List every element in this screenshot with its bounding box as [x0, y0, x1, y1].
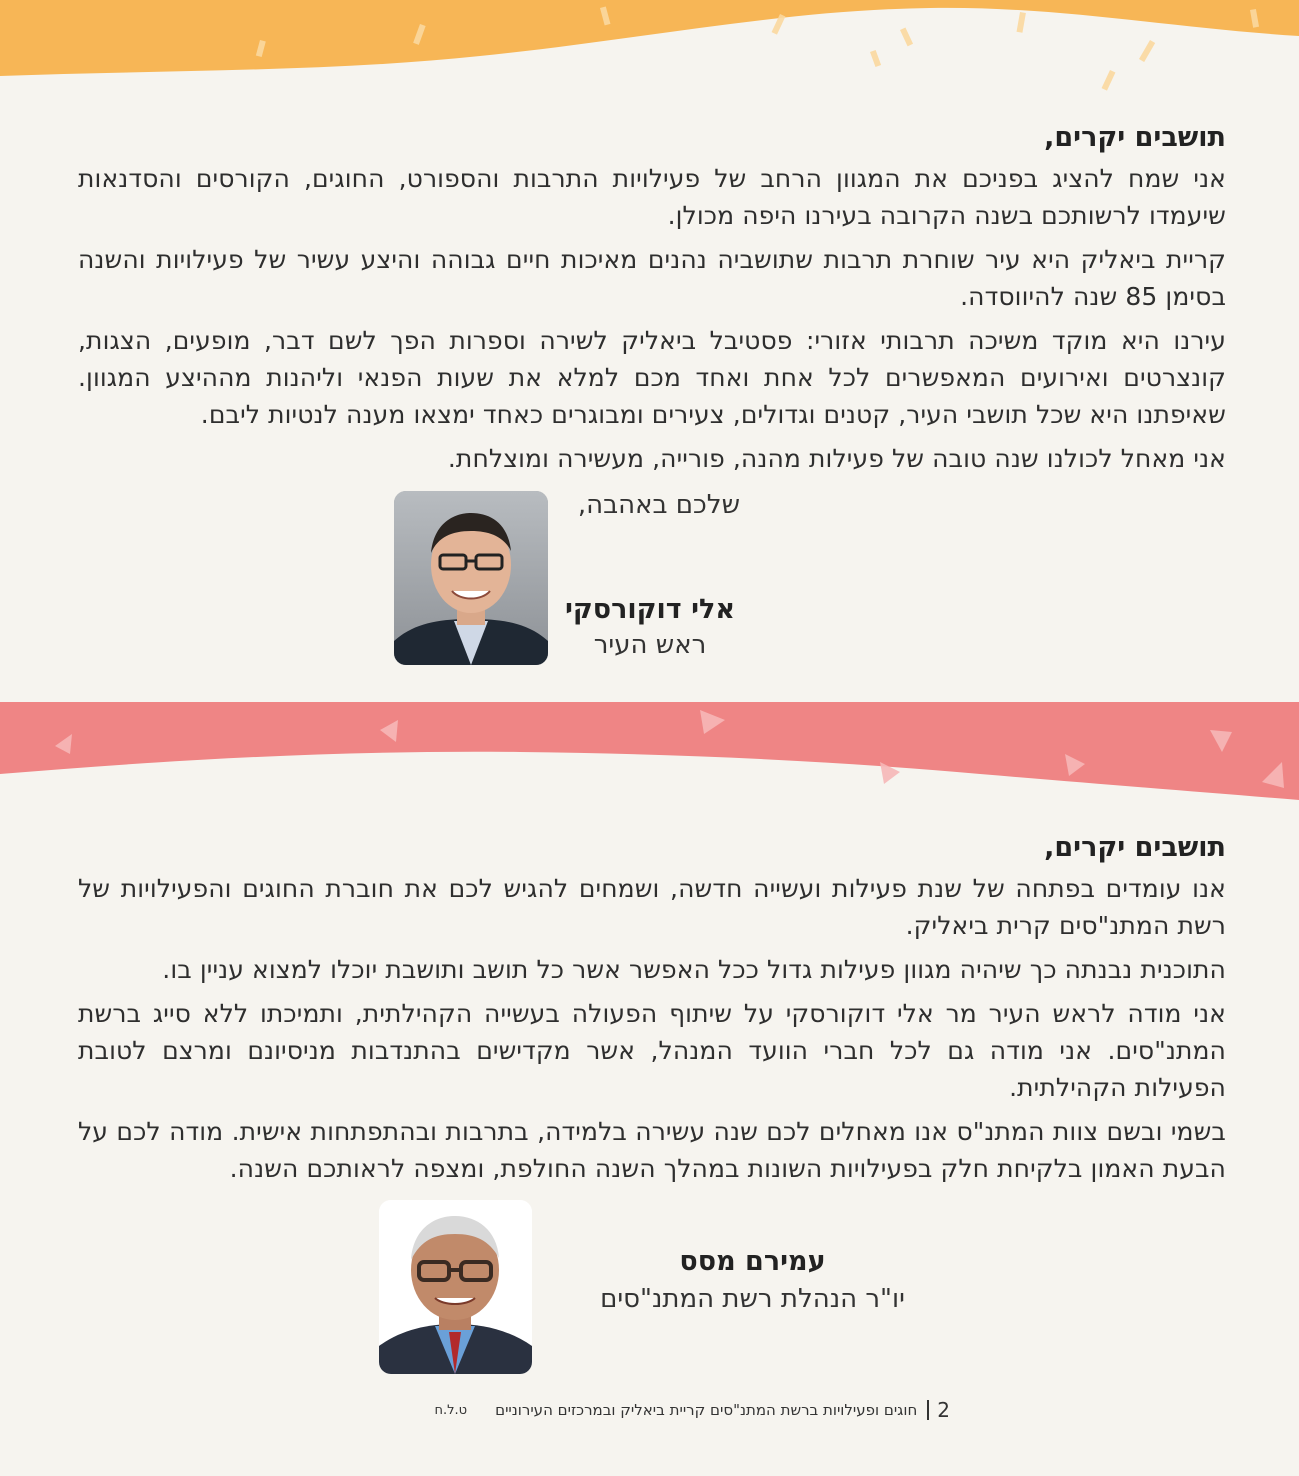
chairman-signature-block [575, 1244, 930, 1318]
signer-name: עמירם מסס [679, 1246, 826, 1277]
letter-paragraph: אני מודה לראש העיר מר אלי דוקורסקי על שיתוף הפעולה בעשייה הקהילתית, ותמיכתו ללא סייג ברשת המתנ"סים. אני מודה גם לכל חברי הוועד המנהל, אשר מקדישים בהתנדבות מניסיונם ומרצם לטובת הפעילות הקהילתית. [78, 999, 1226, 1102]
signer-name: אלי דוקורסקי [564, 594, 736, 625]
chairman-photo [379, 1200, 532, 1374]
letter-greeting: תושבים יקרים, [1044, 832, 1226, 863]
letter-paragraph: התוכנית נבנתה כך שיהיה מגוון פעילות גדול ככל האפשר אשר כל תושב ותושבת יוכלו למצוא עניין בו. [162, 955, 1226, 984]
letter-signoff: שלכם באהבה, [577, 490, 740, 520]
page-footer [340, 1395, 950, 1425]
mayor-photo [394, 491, 548, 665]
footer-code: ט.ל.ח [434, 1402, 468, 1418]
letter-paragraph: אני שמח להציג בפניכם את המגוון הרחב של פעילויות התרבות והספורט, החוגים, הקורסים והסדנאות שיעמדו לרשותכם בשנה הקרובה בעירנו היפה מכולן. [78, 164, 1226, 230]
letter-paragraph: אני מאחל לכולנו שנה טובה של פעילות מהנה, פורייה, מעשירה ומוצלחת. [447, 444, 1226, 473]
mayor-signature-block [540, 486, 740, 524]
page-number: 2 [937, 1398, 950, 1422]
pink-wave-banner [0, 690, 1299, 840]
letter-paragraph: עירנו היא מוקד משיכה תרבותי אזורי: פסטיבל ביאליק לשירה וספרות הפך לשם דבר, מופעים, הצגות, קונצרטים ואירועים המאפשרים לכל אחת ואחד מכם למלא את שעות הפנאי וליהנות מההיצע המגוון. שאיפתנו היא שכל תושבי העיר, קטנים וגדולים, צעירים ומבוגרים כאחד ימצאו מענה לנטיות ליבם. [78, 326, 1226, 429]
footer-title: חוגים ופעילויות ברשת המתנ"סים קריית ביאליק ובמרכזים העירוניים [495, 1401, 918, 1419]
mayor-name-block [555, 592, 745, 662]
letter-greeting: תושבים יקרים, [1044, 122, 1226, 153]
orange-wave-banner [0, 0, 1299, 120]
signer-role: ראש העיר [593, 630, 707, 660]
letter-paragraph: קריית ביאליק היא עיר שוחרת תרבות שתושביה נהנים מאיכות חיים גבוהה והיצע עשיר של פעילויות והשנה בסימן 85 שנה להיווסדה. [78, 245, 1226, 311]
mayor-letter [78, 118, 1226, 484]
letter-paragraph: אנו עומדים בפתחה של שנת פעילות ועשייה חדשה, ושמחים להגיש לכם את חוברת החוגים והפעילויות של רשת המתנ"סים קרית ביאליק. [78, 874, 1226, 940]
letter-paragraph: בשמי ובשם צוות המתנ"ס אנו מאחלים לכם שנה עשירה בלמידה, בתרבות ובהתפתחות אישית. מודה לכם על הבעת האמון בלקיחת חלק בפעילויות השונות במהלך השנה החולפת, ומצפה לראותכם השנה. [78, 1117, 1226, 1183]
chairman-letter [78, 828, 1226, 1194]
footer-divider [927, 1400, 929, 1420]
signer-role: יו"ר הנהלת רשת המתנ"סים [600, 1284, 905, 1314]
